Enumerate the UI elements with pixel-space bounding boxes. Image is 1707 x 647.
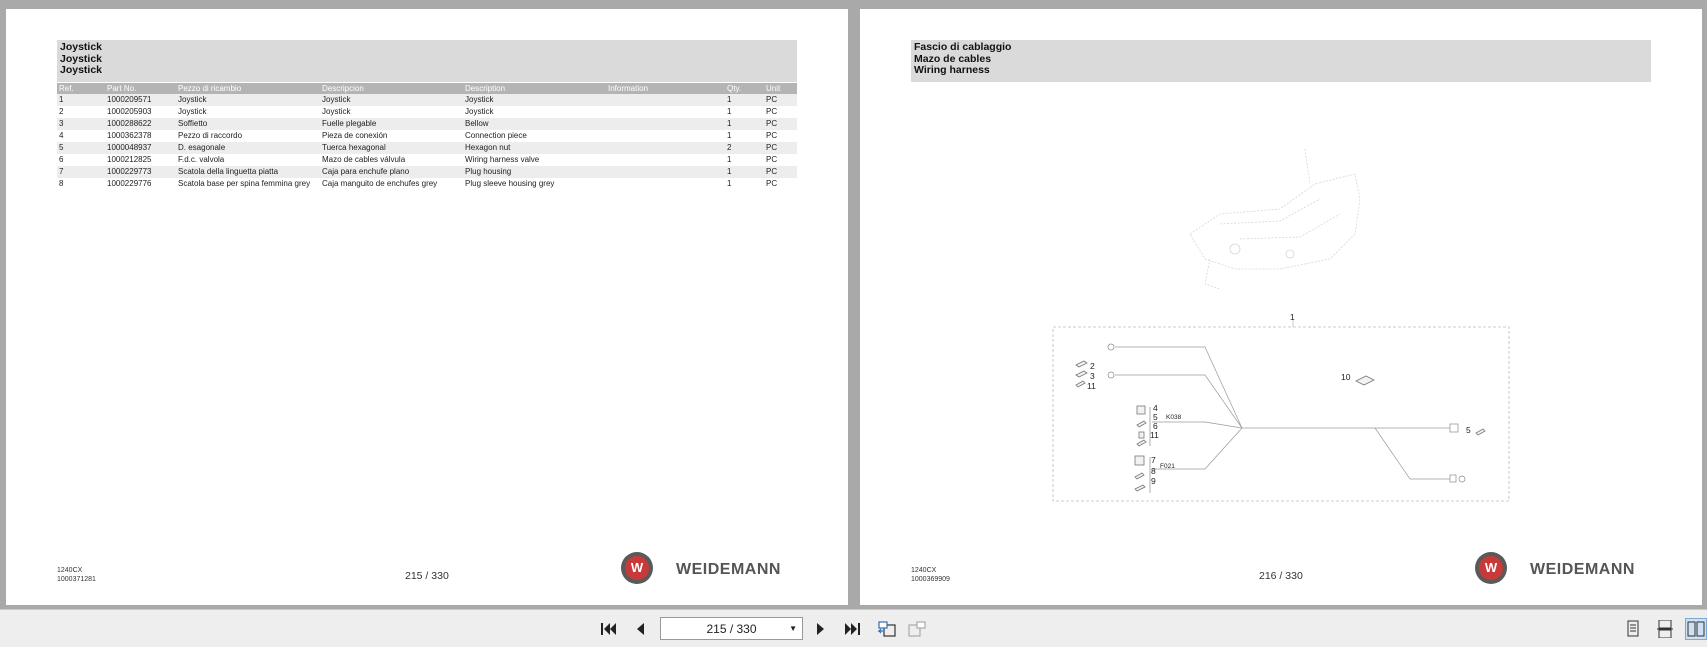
cell-information (606, 178, 725, 190)
parts-table (57, 83, 797, 190)
prev-page-icon (633, 621, 647, 637)
col-part-no: Part No. (105, 83, 176, 94)
callout-4: 4 (1153, 403, 1158, 413)
cell-descripcion: Joystick (322, 107, 351, 116)
cell-descripcion: Caja para enchufe plano (320, 166, 463, 178)
continuous-page-icon (1656, 620, 1674, 638)
footer-doc-number: 1000371281 (57, 575, 96, 583)
connector-ends (1108, 344, 1465, 482)
cell-information (606, 106, 725, 118)
cell-description: Bellow (463, 118, 606, 130)
footer-doc-info (911, 567, 950, 584)
page-215 (6, 9, 848, 605)
cell-information (606, 154, 725, 166)
cell-ref: 7 (57, 166, 105, 178)
cell-ref: 3 (57, 118, 105, 130)
viewer-toolbar (0, 609, 1707, 647)
cell-descripcion: Tuerca hexagonal (320, 142, 463, 154)
table-row (57, 142, 797, 154)
cell-description: Joystick (465, 107, 494, 116)
cell-description: Plug sleeve housing grey (465, 179, 555, 188)
weidemann-logo-icon: W (1475, 552, 1507, 584)
cell-qty: 1 (727, 107, 732, 116)
cell-qty: 1 (725, 118, 764, 130)
section-header (57, 40, 797, 82)
page-216 (860, 9, 1702, 605)
cell-information (606, 94, 725, 106)
cell-qty: 1 (725, 94, 764, 106)
cell-ref: 8 (59, 179, 64, 188)
cell-part-no: 1000205903 (107, 107, 152, 116)
col-description: Description (463, 83, 606, 94)
cell-unit: PC (764, 166, 797, 178)
cell-part-no: 1000288622 (105, 118, 176, 130)
cell-qty: 1 (727, 131, 732, 140)
cell-pezzo: F.d.c. valvola (178, 155, 225, 164)
cell-information (606, 142, 725, 154)
cell-ref: 2 (59, 107, 64, 116)
cell-pezzo: Scatola della linguetta piatta (176, 166, 320, 178)
table-row (57, 130, 797, 142)
callout-2: 2 (1090, 361, 1095, 371)
cell-unit: PC (766, 155, 778, 164)
col-pezzo: Pezzo di ricambio (176, 83, 320, 94)
continuous-view-button[interactable] (1654, 618, 1676, 640)
cell-pezzo: Scatola base per spina femmina grey (178, 179, 311, 188)
prev-page-button[interactable] (629, 618, 651, 640)
footer-model: 1240CX (57, 567, 83, 574)
cell-pezzo: Joystick (176, 94, 320, 106)
brand-wordmark: WEIDEMANN (1530, 561, 1635, 578)
cell-pezzo: Pezzo di raccordo (178, 131, 243, 140)
title-es: Joystick (60, 52, 103, 65)
table-row (57, 106, 797, 118)
cell-descripcion: Joystick (320, 94, 463, 106)
two-page-icon (1687, 621, 1705, 637)
cell-qty: 1 (725, 166, 764, 178)
first-page-button[interactable] (597, 618, 619, 640)
cell-information (606, 118, 725, 130)
cell-description: Wiring harness valve (465, 155, 540, 164)
cell-ref: 6 (59, 155, 64, 164)
cell-unit: PC (766, 107, 778, 116)
forward-view-icon (907, 620, 927, 638)
machine-sketch-icon (1190, 149, 1360, 289)
table-row (57, 94, 797, 106)
page-number-input[interactable] (660, 617, 803, 640)
callout-6: 6 (1153, 421, 1158, 431)
page-number: 215 / 330 (405, 570, 449, 582)
table-row (57, 154, 797, 166)
diagram-frame (1053, 327, 1509, 501)
cell-qty: 1 (727, 179, 732, 188)
callout-9: 9 (1151, 476, 1156, 486)
callout-8: 8 (1151, 466, 1156, 476)
callout-3: 3 (1090, 371, 1095, 381)
cell-pezzo: Soffietto (176, 118, 320, 130)
col-qty: Qty. (725, 83, 764, 94)
title-es: Mazo de cables (914, 52, 992, 65)
page-number: 216 / 330 (1259, 570, 1303, 582)
callout-7: 7 (1151, 455, 1156, 465)
cell-descripcion: Caja manguito de enchufes grey (322, 179, 438, 188)
first-page-icon (599, 621, 617, 637)
cell-description: Hexagon nut (463, 142, 606, 154)
callout-5b: 5 (1466, 425, 1471, 435)
last-page-icon (844, 621, 862, 637)
title-it: Fascio di cablaggio (914, 41, 1012, 53)
table-row (57, 166, 797, 178)
cell-unit: PC (764, 118, 797, 130)
col-information: Information (606, 83, 725, 94)
two-page-view-button[interactable] (1685, 618, 1707, 640)
cell-description: Plug housing (463, 166, 606, 178)
label-f021: F021 (1160, 463, 1175, 470)
table-row (57, 118, 797, 130)
label-k038: K038 (1166, 414, 1182, 421)
cell-part-no: 1000362378 (107, 131, 152, 140)
cell-part-no: 1000048937 (105, 142, 176, 154)
cell-part-no: 1000209571 (105, 94, 176, 106)
table-header-row (57, 83, 797, 94)
cell-ref: 1 (57, 94, 105, 106)
cell-ref: 5 (57, 142, 105, 154)
footer-doc-info (57, 567, 96, 584)
cell-part-no: 1000212825 (107, 155, 152, 164)
callout-10: 10 (1341, 372, 1351, 382)
cell-information (606, 130, 725, 142)
part-glyphs (1076, 361, 1485, 491)
footer-doc-number: 1000369909 (911, 575, 950, 583)
callout-11a: 11 (1087, 381, 1096, 391)
cell-pezzo: Joystick (178, 107, 207, 116)
callout-1: 1 (1290, 312, 1295, 322)
last-page-button[interactable] (842, 618, 864, 640)
title-en: Joystick (60, 64, 103, 76)
cell-information (606, 166, 725, 178)
cell-descripcion: Fuelle plegable (320, 118, 463, 130)
cell-part-no: 1000229776 (107, 179, 152, 188)
table-row (57, 178, 797, 190)
cell-pezzo: D. esagonale (176, 142, 320, 154)
title-en: Wiring harness (914, 64, 990, 76)
callout-5a: 5 (1153, 412, 1158, 422)
chevron-down-icon[interactable]: ▼ (789, 624, 797, 633)
forward-view-button[interactable] (906, 618, 928, 640)
wiring-diagram (860, 9, 1702, 605)
page-input-value: 215 / 330 (706, 621, 757, 636)
cell-qty: 2 (725, 142, 764, 154)
cell-unit: PC (766, 179, 778, 188)
cell-ref: 4 (59, 131, 64, 140)
cell-description: Joystick (463, 94, 606, 106)
cell-unit: PC (766, 131, 778, 140)
cell-descripcion: Mazo de cables válvula (322, 155, 406, 164)
footer-model: 1240CX (911, 567, 937, 574)
cell-qty: 1 (727, 155, 732, 164)
next-page-button[interactable] (810, 618, 832, 640)
col-unit: Unit (764, 83, 797, 94)
title-it: Joystick (60, 41, 103, 53)
callout-11b: 11 (1150, 430, 1159, 440)
weidemann-logo-icon: W (621, 552, 653, 584)
cell-unit: PC (764, 142, 797, 154)
col-ref: Ref. (57, 83, 105, 94)
brand-wordmark: WEIDEMANN (676, 561, 781, 578)
cell-unit: PC (764, 94, 797, 106)
cell-descripcion: Pieza de conexión (322, 131, 388, 140)
cell-part-no: 1000229773 (105, 166, 176, 178)
back-view-icon (877, 620, 897, 638)
cell-description: Connection piece (465, 131, 527, 140)
single-page-icon (1625, 620, 1641, 638)
wire-lines (1115, 347, 1450, 479)
col-descripcion: Descripcion (320, 83, 463, 94)
next-page-icon (814, 621, 828, 637)
single-page-view-button[interactable] (1622, 618, 1644, 640)
back-view-button[interactable] (876, 618, 898, 640)
